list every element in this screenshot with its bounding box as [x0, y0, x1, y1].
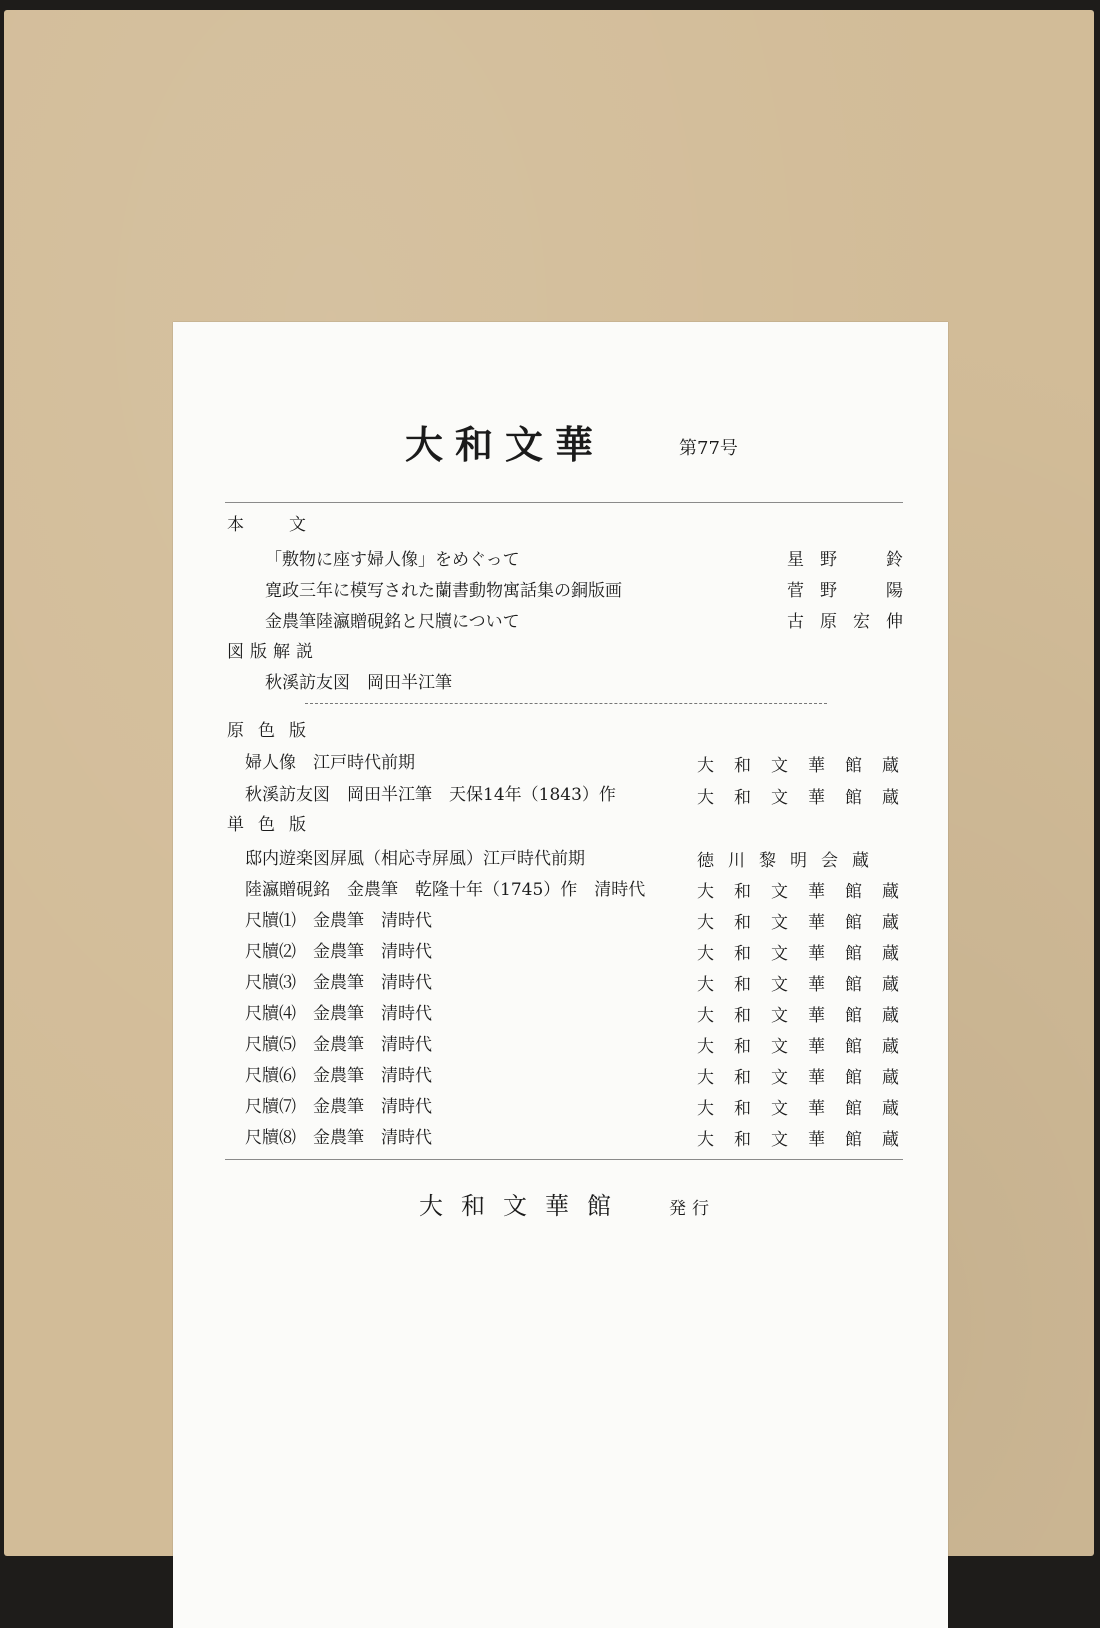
- plate-owner: 大和文華館蔵: [697, 913, 919, 933]
- article-author: 古原宏伸: [787, 612, 919, 632]
- journal-title: 大和文華: [405, 422, 606, 467]
- plate-description: 尺牘⑴ 金農筆 清時代: [245, 911, 432, 931]
- plate-owner: 大和文華館蔵: [697, 882, 919, 902]
- article-author: 星野 鈴: [787, 550, 919, 570]
- issue-number: 第77号: [679, 438, 738, 459]
- dotted-divider: [305, 703, 827, 704]
- plate-owner: 徳川黎明会蔵: [697, 851, 883, 871]
- section-heading-genshoku: 原色版: [227, 721, 320, 741]
- section-heading-zuhan-kaisetsu: 図版解説: [227, 642, 319, 662]
- section-heading-tanshoku: 単色版: [227, 815, 320, 835]
- plate-description: 秋溪訪友図 岡田半江筆 天保14年（1843）作: [245, 785, 616, 805]
- plate-description: 尺牘⑹ 金農筆 清時代: [245, 1066, 432, 1086]
- book-cover: [4, 10, 1094, 1556]
- plate-owner: 大和文華館蔵: [697, 944, 919, 964]
- plate-description: 尺牘⑵ 金農筆 清時代: [245, 942, 432, 962]
- plate-description: 尺牘⑷ 金農筆 清時代: [245, 1004, 432, 1024]
- plate-description: 尺牘⑻ 金農筆 清時代: [245, 1128, 432, 1148]
- plate-owner: 大和文華館蔵: [697, 1006, 919, 1026]
- title-label: [173, 322, 948, 1628]
- plate-description: 尺牘⑺ 金農筆 清時代: [245, 1097, 432, 1117]
- article-title: 金農筆陸瀛贈硯銘と尺牘について: [265, 612, 520, 632]
- plate-owner: 大和文華館蔵: [697, 788, 919, 808]
- article-title: 寛政三年に模写された蘭書動物寓話集の銅版画: [265, 581, 622, 601]
- article-title: 「敷物に座す婦人像」をめぐって: [265, 550, 520, 570]
- top-divider: [225, 502, 903, 503]
- plate-owner: 大和文華館蔵: [697, 1099, 919, 1119]
- plate-owner: 大和文華館蔵: [697, 1037, 919, 1057]
- commentary-item: 秋溪訪友図 岡田半江筆: [265, 673, 452, 693]
- bottom-divider: [225, 1159, 903, 1160]
- plate-owner: 大和文華館蔵: [697, 1068, 919, 1088]
- plate-description: 婦人像 江戸時代前期: [245, 753, 415, 773]
- publisher-tag: 発行: [669, 1199, 715, 1219]
- article-author: 菅野 陽: [787, 581, 919, 601]
- plate-owner: 大和文華館蔵: [697, 975, 919, 995]
- plate-description: 尺牘⑶ 金農筆 清時代: [245, 973, 432, 993]
- plate-owner: 大和文華館蔵: [697, 756, 919, 776]
- section-heading-honbun: 本 文: [227, 515, 320, 535]
- publisher-name: 大和文華館: [419, 1192, 629, 1220]
- plate-description: 尺牘⑸ 金農筆 清時代: [245, 1035, 432, 1055]
- plate-owner: 大和文華館蔵: [697, 1130, 919, 1150]
- plate-description: 陸瀛贈硯銘 金農筆 乾隆十年（1745）作 清時代: [245, 880, 646, 900]
- plate-description: 邸内遊楽図屏風（相応寺屏風）江戸時代前期: [245, 849, 585, 869]
